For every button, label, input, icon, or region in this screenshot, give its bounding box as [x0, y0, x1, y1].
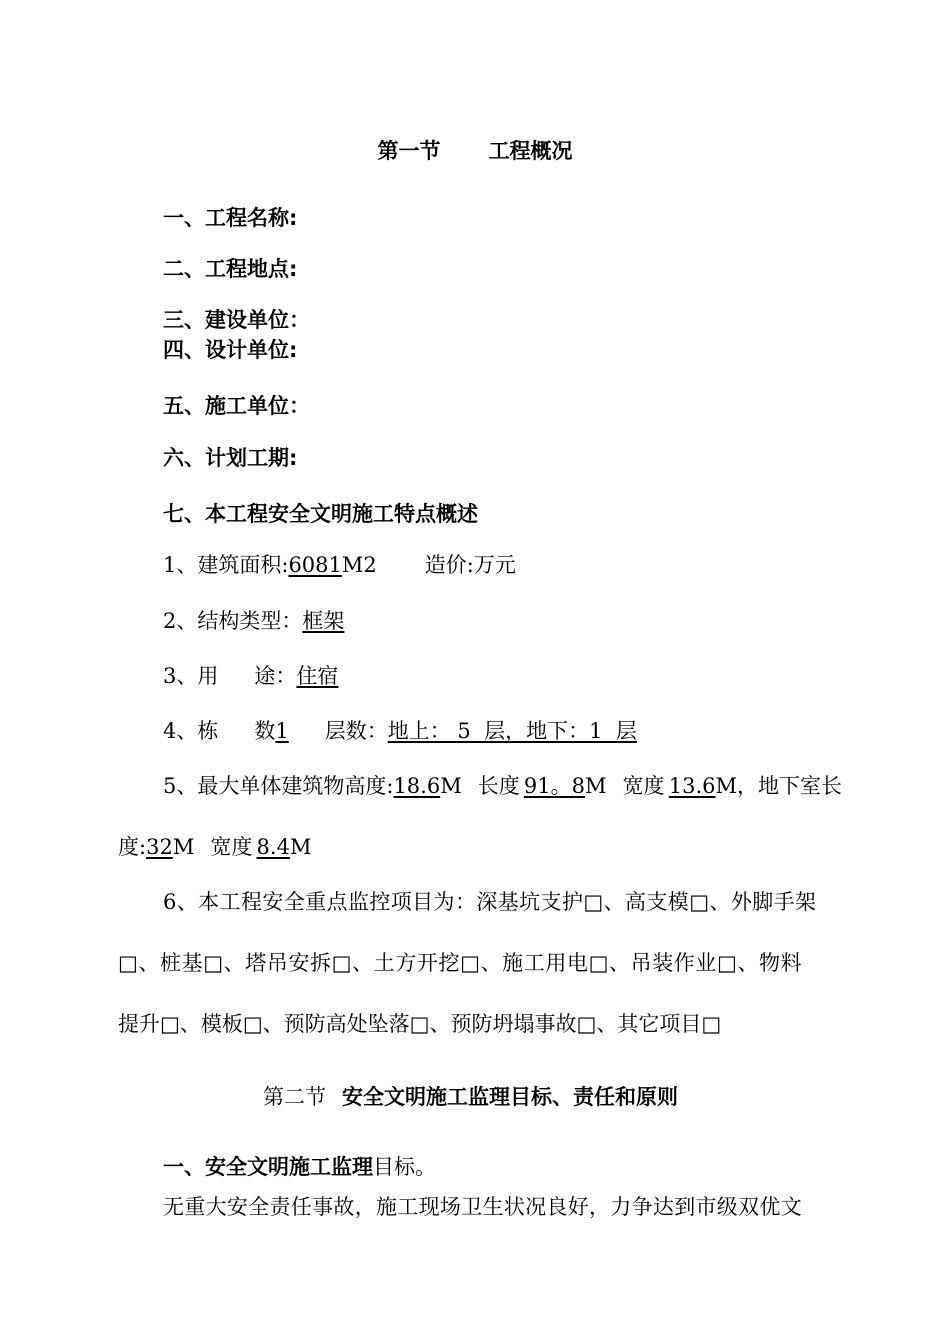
height-value: 18.6 [393, 774, 441, 798]
monitor-line-1: 6、本工程安全重点监控项目为：深基坑支护□、高支模□、外脚手架 [163, 890, 817, 914]
section2-heading [263, 1084, 678, 1110]
item-safety-overview: 七、本工程安全文明施工特点概述 [163, 502, 478, 526]
length-label: 长度 [477, 774, 520, 798]
item-construction-unit: 五、施工单位： [163, 394, 310, 418]
section2-item1-rest: 目标。 [373, 1155, 436, 1179]
height-unit: M [440, 774, 462, 798]
section1-title: 工程概况 [488, 139, 573, 163]
use-label-a: 3、用 [163, 664, 219, 688]
feature-count-line [163, 718, 637, 744]
basement-width-unit: M [289, 835, 312, 859]
width-value: 13.6 [668, 774, 716, 798]
count-label-b: 数 [254, 719, 276, 743]
structure-value: 框架 [302, 609, 345, 633]
section2-number: 第二节 [263, 1085, 326, 1109]
area-label: 1、建筑面积: [163, 553, 289, 577]
use-value: 住宿 [296, 664, 339, 688]
feature-dimensions-line [163, 773, 842, 799]
floors-label: 层数： [324, 719, 388, 743]
width-label: 宽度 [622, 774, 665, 798]
section1-heading [0, 138, 950, 164]
feature-use-line [163, 663, 338, 689]
item-project-location: 二、工程地点: [163, 257, 298, 281]
feature-structure-line [163, 608, 344, 634]
count-label-a: 4、栋 [163, 719, 219, 743]
length-value: 91。8 [523, 774, 586, 798]
section2-item1 [163, 1154, 436, 1180]
area-unit: M2 [341, 553, 377, 577]
section1-number: 第一节 [377, 139, 441, 163]
height-label: 5、最大单体建筑物高度: [163, 774, 394, 798]
monitor-line-2: □、桩基□、塔吊安拆□、土方开挖□、施工用电□、吊装作业□、物料 [118, 951, 803, 975]
section2-para1: 无重大安全责任事故，施工现场卫生状况良好，力争达到市级双优文 [163, 1195, 802, 1219]
item-design-unit: 四、设计单位: [163, 338, 298, 362]
basement-length-label: 度: [118, 835, 147, 859]
use-label-b: 途： [254, 664, 297, 688]
feature-basement-line [118, 834, 311, 860]
section2-title: 安全文明施工监理目标、责任和原则 [342, 1085, 678, 1109]
item-project-name: 一、工程名称: [163, 206, 298, 230]
feature-area-line [163, 552, 516, 578]
item-schedule: 六、计划工期: [163, 446, 298, 470]
monitor-line-3: 提升□、模板□、预防高处坠落□、预防坍塌事故□、其它项目□ [118, 1012, 722, 1036]
basement-width-value: 8.4 [256, 835, 290, 859]
structure-label: 2、结构类型： [163, 609, 303, 633]
area-value: 6081 [288, 553, 342, 577]
basement-length-unit: M [172, 835, 195, 859]
basement-width-label: 宽度 [210, 835, 253, 859]
width-unit: M，地下室长 [715, 774, 843, 798]
basement-length-value: 32 [146, 835, 173, 859]
length-unit: M [585, 774, 607, 798]
section2-item1-bold: 一、安全文明施工监理 [163, 1155, 373, 1179]
cost-label: 造价:万元 [424, 553, 516, 577]
floors-value: 地上： 5 层，地下：1 层 [387, 719, 637, 743]
item-owner-unit: 三、建设单位： [163, 308, 310, 332]
count-value: 1 [275, 719, 289, 743]
